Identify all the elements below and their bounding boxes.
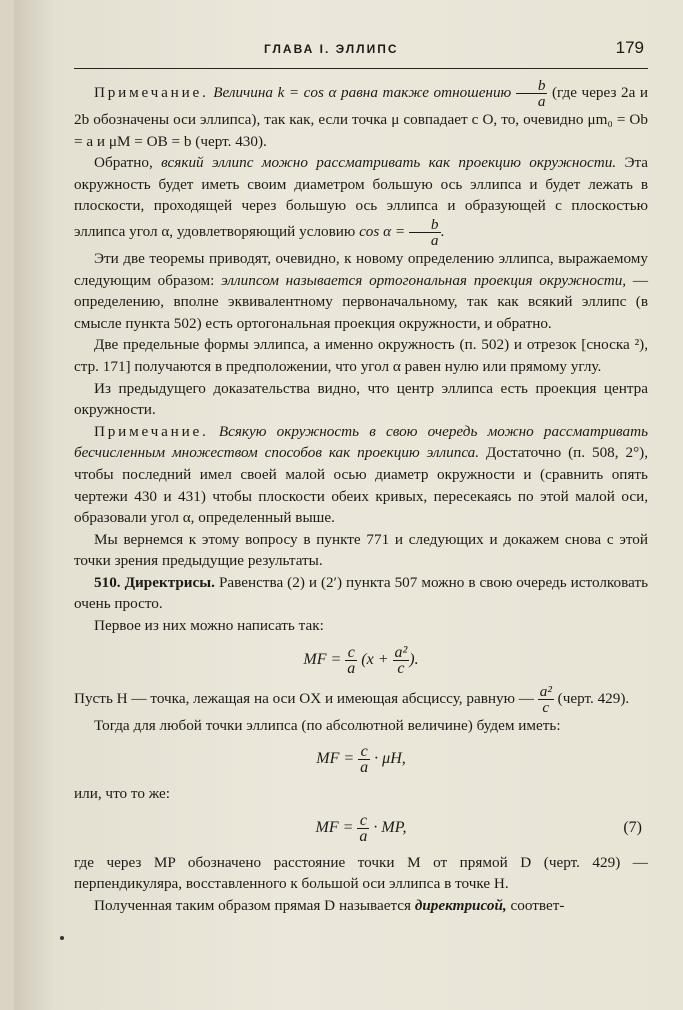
formula-2: MF = $\frac{c}{a}$ · μH, [316,743,406,777]
paragraph-11: Тогда для любой точки эллипса (по абсолютной величине) будем иметь: [94,716,561,734]
paragraph-5: Из предыдущего доказательства видно, что центр эллипса есть проекция центра окружности. [74,379,648,419]
equation-number: (7) [623,819,642,837]
page-header [74,38,648,69]
paragraph-14: Полученная таким образом прямая D называется директрисой, соответ- [94,897,565,915]
paragraph-9: Первое из них можно написать так: [94,617,324,635]
book-page [14,0,683,1010]
formula-3: MF = $\frac{c}{a}$ · MP, (7) [315,811,642,845]
paragraph-10: Пусть H — точка, лежащая на оси OX и имеющая абсциссу, равную — $\frac{\text{a²}}{c}$ (черт. 429). [74,682,630,716]
paragraph-note-1: Примечание. Величина k = cos α равна также отношению $\frac{b}{a}$ (где через 2a и 2b обозначены оси эллипса), так как, если точка μ совпадает с O, то, очевидно μm₀ = Ob = a и μM = OB = b (черт. 430). [74,77,649,150]
paragraph-note-2: Примечание. Всякую окружность в свою очередь можно рассматривать бесчисленным множеством способов как проекцию эллипса. Достаточно (п. 508, 2°), чтобы последний имел своей малой осью диаметр окружности и (сравнить опять чертежи 430 и 431) чтобы плоскости обеих кривых, пересекаясь по этой малой оси, образовали угол α, определенный выше. [74,422,648,527]
body-text [74,78,648,917]
ink-dot [60,936,64,940]
fraction: $\frac{b}{a}$ [409,217,441,248]
paragraph-section-510: 510. Директрисы. Равенства (2) и (2′) пункта 507 можно в свою очередь истолковать очень просто. [74,573,649,613]
page-number: 179 [615,38,644,57]
paragraph-2: Обратно, всякий эллипс можно рассматривать как проекцию окружности. Эта окружность будет иметь своим диаметром большую ось эллипса и будет лежать в плоскости, проходящей через большую ось эллипса и образующей с плоскостью эллипса угол α, удовлетворяющий условию cos α = $\frac{b}{a}$ . [74,154,649,249]
fraction: $\frac{b}{a}$ [516,78,548,109]
paragraph-13: где через MP обозначено расстояние точки M от прямой D (черт. 429) — перпендикуляра, восставленного к большой оси эллипса в точке H. [74,853,648,893]
paragraph-7: Мы вернемся к этому вопросу в пункте 771 и следующих и докажем снова с этой точки зрения предыдущие результаты. [74,530,648,570]
paragraph-3: Эти две теоремы приводят, очевидно, к новому определению эллипса, выражаемому следующим образом: эллипсом называется ортогональная проекция окружности, — определению, вполне эквивалентному первоначальному, так как всякий эллипс (в смысле пункта 502) есть ортогональная проекция окружности, и обратно. [74,249,648,332]
formula-1: MF = $\frac{c}{a}$ (x + $\frac{\text{a²}}{c}$ ). [303,643,419,677]
section-heading: 510. Директрисы. [94,573,215,591]
chapter-title: ГЛАВА I. ЭЛЛИПС [264,42,399,56]
paragraph-4: Две предельные формы эллипса, а именно окружность (п. 502) и отрезок [сноска ²), стр. 171] получаются в предположении, что угол α равен нулю или прямому углу. [74,336,648,375]
paragraph-12: или, что то же: [74,785,170,803]
